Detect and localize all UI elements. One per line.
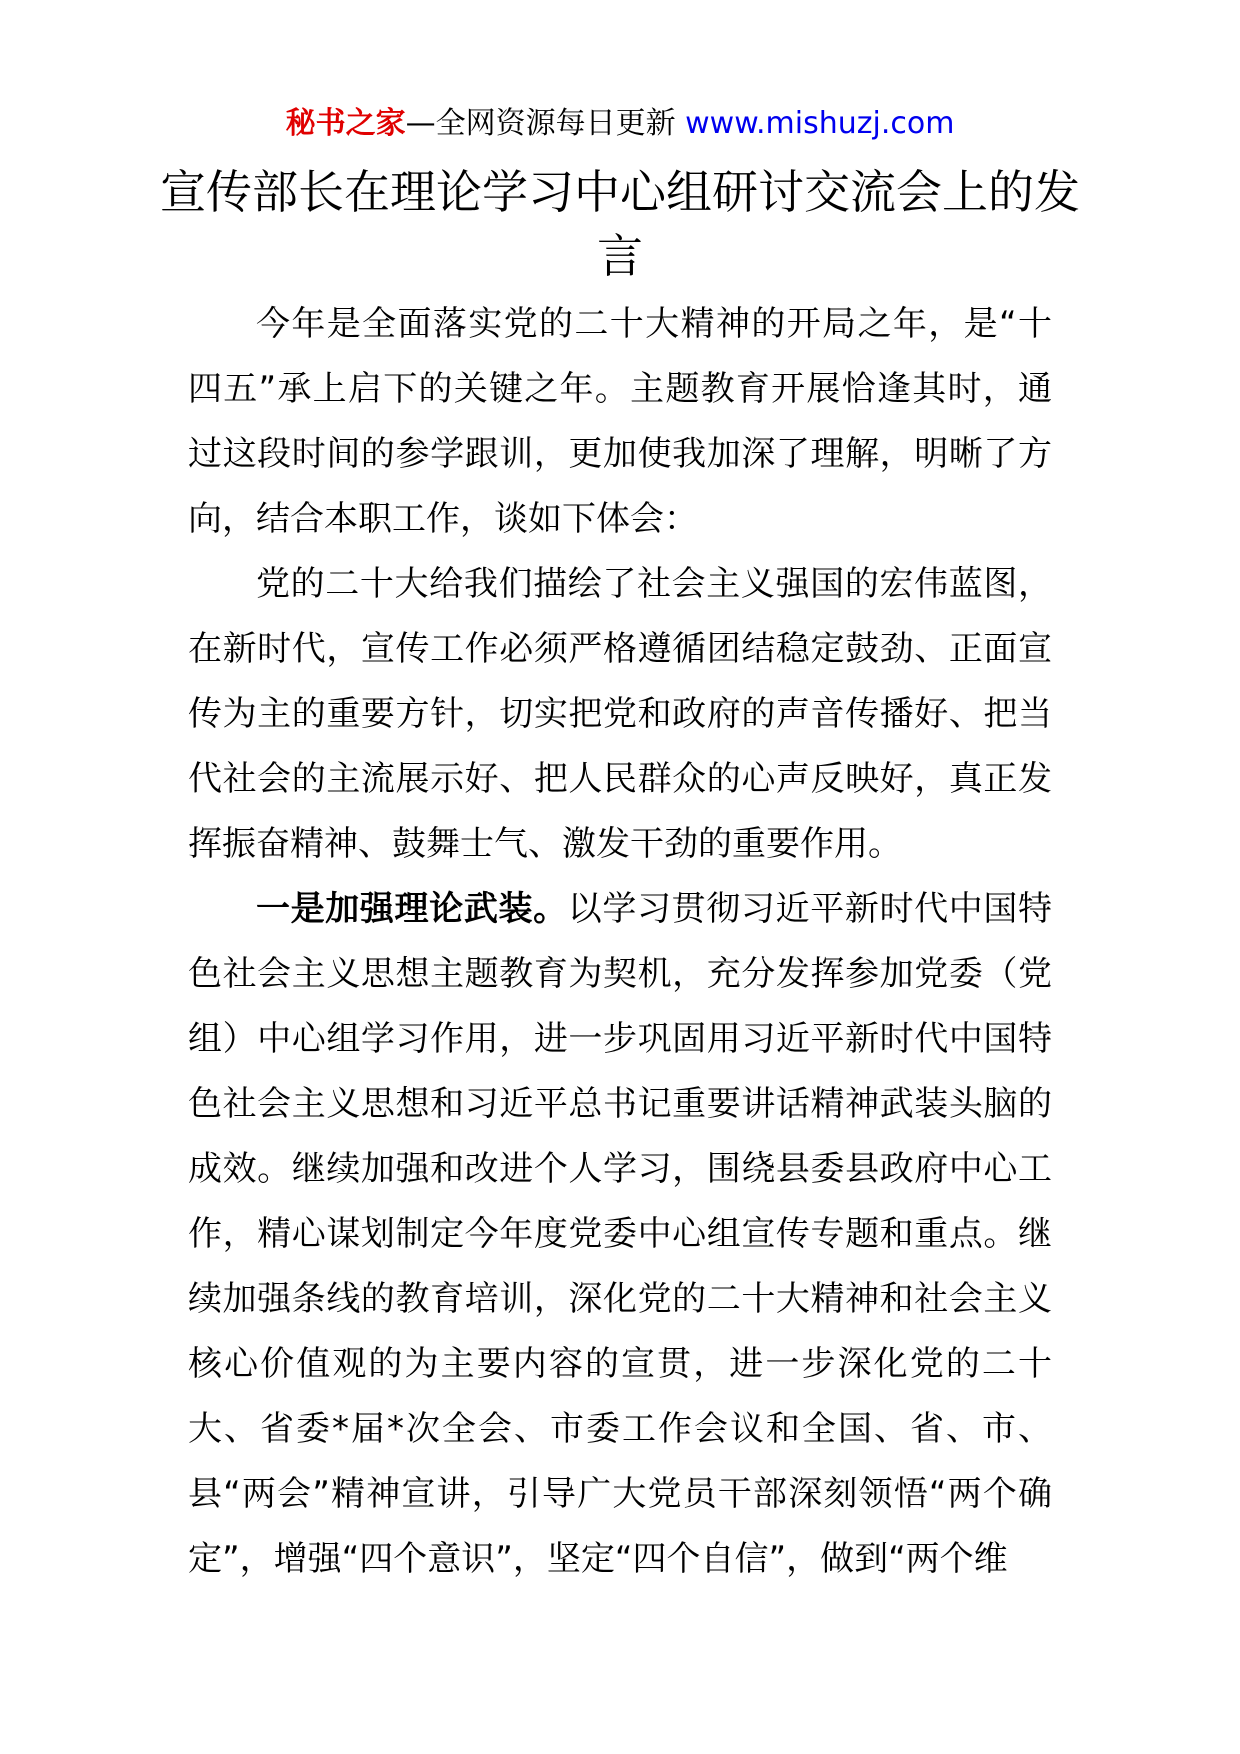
site-brand: 秘书之家 [285, 106, 406, 141]
paragraph-text: 今年是全面落实党的二十大精神的开局之年，是“十四五”承上启下的关键之年。主题教育开展恰逢其时，通过这段时间的参学跟训，更加使我加深了理解，明晰了方向，结合本职工作，谈如下体会： [188, 304, 1052, 539]
paragraph-lead-bold: 一是加强理论武装。 [256, 889, 568, 929]
paragraph-text: 党的二十大给我们描绘了社会主义强国的宏伟蓝图，在新时代，宣传工作必须严格遵循团结稳定鼓劲、正面宣传为主的重要方针，切实把党和政府的声音传播好、把当代社会的主流展示好、把人民群众的心声反映好，真正发挥振奋精神、鼓舞士气、激发干劲的重要作用。 [188, 564, 1052, 864]
site-tagline: —全网资源每日更新 [405, 106, 686, 141]
site-header [0, 100, 1240, 148]
site-url-link[interactable]: www.mishuzj.com [685, 106, 955, 141]
paragraph-intro [188, 292, 1052, 552]
paragraph-blueprint [188, 552, 1052, 877]
document-body [188, 292, 1052, 1592]
paragraph-text: 以学习贯彻习近平新时代中国特色社会主义思想主题教育为契机，充分发挥参加党委（党组）中心组学习作用，进一步巩固用习近平新时代中国特色社会主义思想和习近平总书记重要讲话精神武装头脑的成效。继续加强和改进个人学习，围绕县委县政府中心工作，精心谋划制定今年度党委中心组宣传专题和重点。继续加强条线的教育培训，深化党的二十大精神和社会主义核心价值观的为主要内容的宣贯，进一步深化党的二十大、省委*届*次全会、市委工作会议和全国、省、市、县“两会”精神宣讲，引导广大党员干部深刻领悟“两个确定”，增强“四个意识”，坚定“四个自信”，做到“两个维 [188, 889, 1053, 1579]
document-title: 宣传部长在理论学习中心组研讨交流会上的发言 [160, 165, 1080, 283]
paragraph-theory [188, 877, 1052, 1592]
